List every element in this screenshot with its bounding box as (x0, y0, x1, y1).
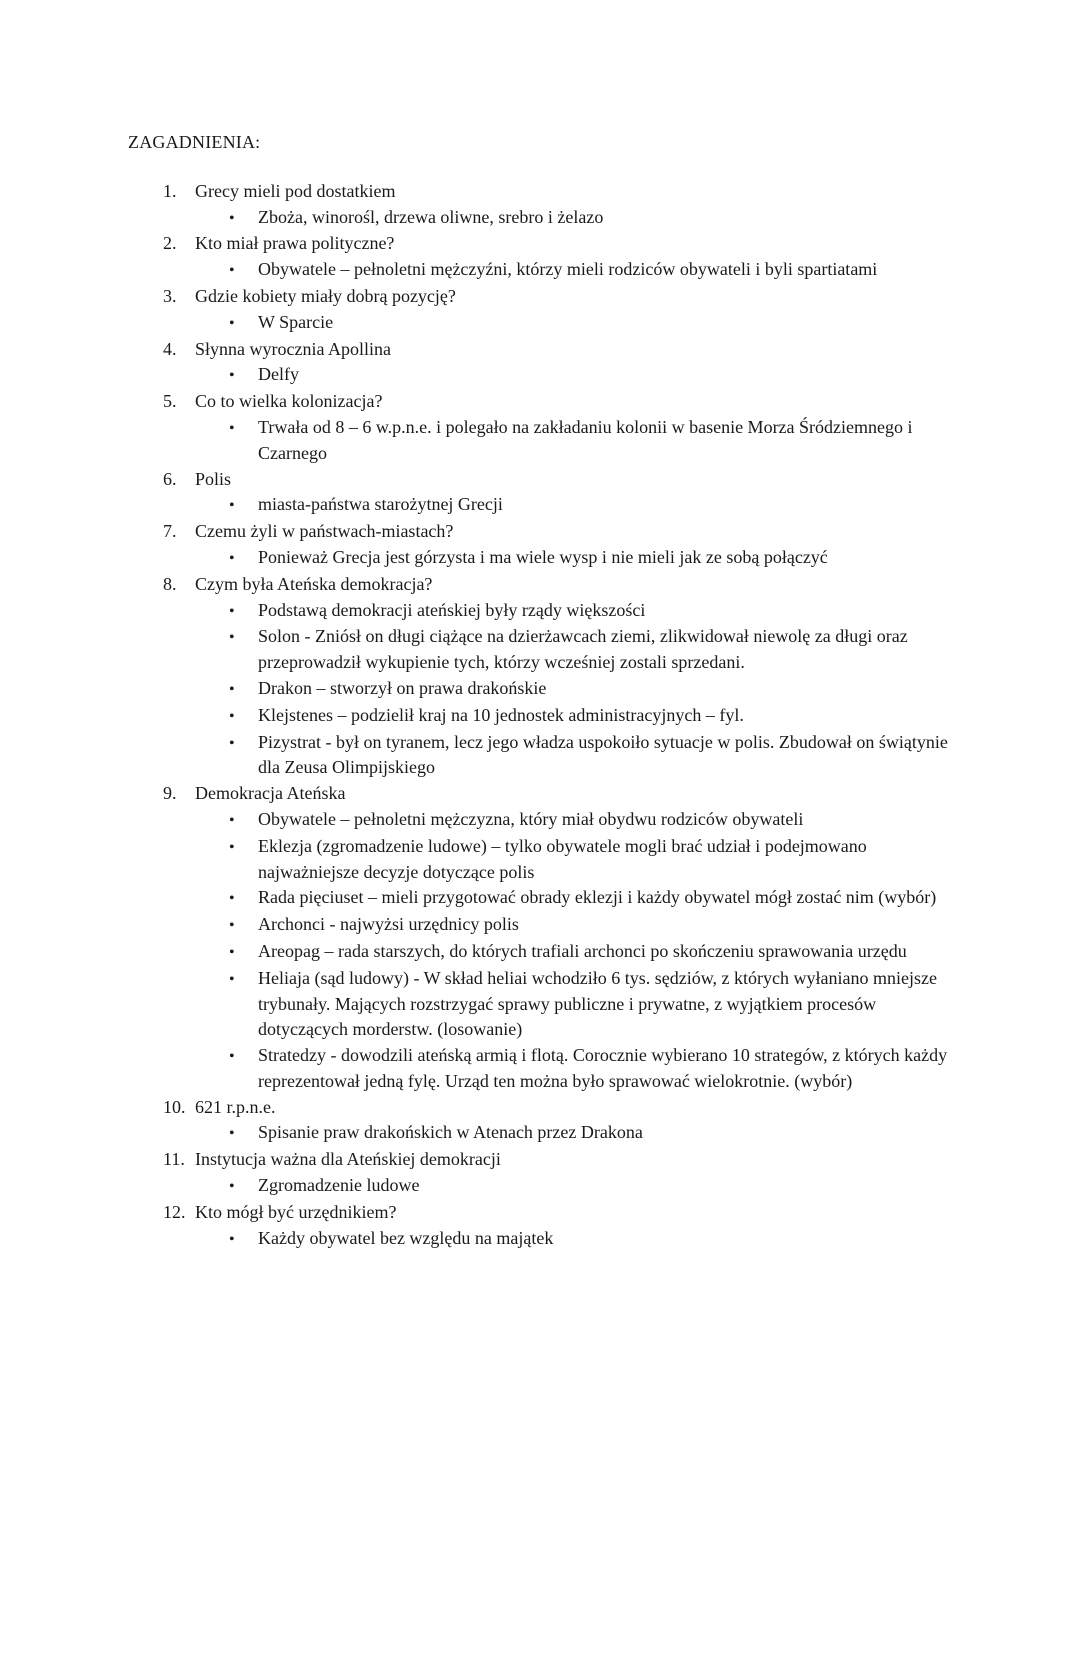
document-page (0, 130, 1080, 1658)
list-item (0, 1200, 1080, 1253)
item-title: Czemu żyli w państwach-miastach? (195, 521, 454, 542)
item-number: 5. (163, 391, 177, 412)
bullet-text: Archonci - najwyżsi urzędnicy polis (258, 914, 519, 935)
bullet-item (0, 1043, 1080, 1095)
bullet-item (0, 362, 1080, 389)
bullet-item (0, 624, 1080, 676)
item-number: 11. (163, 1149, 185, 1170)
item-head (0, 284, 1080, 310)
topic-list (0, 179, 1080, 1253)
item-head (0, 1200, 1080, 1226)
bullet-item (0, 1120, 1080, 1147)
bullet-text: Stratedzy - dowodzili ateńską armią i flotą. Corocznie wybierano 10 strategów, z których każdy reprezentował jedną fylę. Urząd ten można było sprawować wielokrotnie. (wybór) (258, 1045, 948, 1091)
page-title: ZAGADNIENIA: (128, 132, 261, 152)
bullet-icon: • (229, 1178, 235, 1196)
item-title: Kto mógł być urzędnikiem? (195, 1201, 397, 1222)
bullet-item (0, 807, 1080, 834)
item-number: 3. (163, 285, 177, 306)
item-title: Kto miał prawa polityczne? (195, 233, 395, 254)
item-head (0, 231, 1080, 257)
bullet-item (0, 730, 1080, 782)
bullet-icon: • (229, 602, 235, 620)
bullet-text: Heliaja (sąd ludowy) - W skład heliai wchodziło 6 tys. sędziów, z których wyłaniano mniejsze trybunały. Mających rozstrzygać sprawy publiczne i prywatne, z wyjątkiem procesów dotyczących morderstw. (losowanie) (258, 967, 937, 1040)
list-item (0, 1095, 1080, 1148)
bullet-icon: • (229, 680, 235, 698)
bullet-item (0, 885, 1080, 912)
bullet-text: Obywatele – pełnoletni mężczyzna, który miał obydwu rodziców obywateli (258, 808, 804, 829)
bullet-icon: • (229, 734, 235, 752)
bullet-icon: • (229, 419, 235, 437)
item-head (0, 781, 1080, 807)
bullet-item (0, 1173, 1080, 1200)
list-item (0, 572, 1080, 781)
list-item (0, 467, 1080, 520)
bullet-item (0, 310, 1080, 337)
item-head (0, 337, 1080, 363)
list-item (0, 1147, 1080, 1200)
item-title: Gdzie kobiety miały dobrą pozycję? (195, 285, 456, 306)
bullet-icon: • (229, 890, 235, 908)
bullet-text: Pizystrat - był on tyranem, lecz jego władza uspokoiło sytuacje w polis. Zbudował on świątynie dla Zeusa Olimpijskiego (258, 731, 948, 778)
bullet-icon: • (229, 917, 235, 935)
bullet-text: Klejstenes – podzielił kraj na 10 jednostek administracyjnych – fyl. (258, 704, 744, 725)
bullet-item (0, 1226, 1080, 1253)
bullet-icon: • (229, 943, 235, 961)
bullet-text: Zboża, winorośl, drzewa oliwne, srebro i żelazo (258, 206, 604, 227)
bullet-item (0, 939, 1080, 966)
bullet-text: Delfy (258, 364, 299, 385)
list-item (0, 179, 1080, 232)
bullet-item (0, 676, 1080, 703)
list-item (0, 519, 1080, 572)
bullet-text: Zgromadzenie ludowe (258, 1175, 420, 1196)
bullet-text: Rada pięciuset – mieli przygotować obrady eklezji i każdy obywatel mógł zostać nim (wybór) (258, 887, 937, 908)
bullet-item (0, 598, 1080, 625)
bullet-text: W Sparcie (258, 311, 334, 332)
bullet-icon: • (229, 1048, 235, 1066)
item-title: Co to wielka kolonizacja? (195, 391, 383, 412)
item-title: Polis (195, 468, 232, 489)
bullet-item (0, 703, 1080, 730)
item-head (0, 179, 1080, 205)
item-number: 7. (163, 521, 177, 542)
bullet-icon: • (229, 314, 235, 332)
bullet-text: Eklezja (zgromadzenie ludowe) – tylko obywatele mogli brać udział i podejmowano najważniejsze decyzje dotyczące polis (258, 835, 867, 882)
item-head (0, 389, 1080, 415)
bullet-icon: • (229, 367, 235, 385)
item-title: Słynna wyrocznia Apollina (195, 338, 391, 359)
item-title: 621 r.p.n.e. (195, 1096, 276, 1117)
list-item (0, 781, 1080, 1095)
bullet-text: Drakon – stworzył on prawa drakońskie (258, 677, 547, 698)
item-number: 1. (163, 180, 177, 201)
bullet-icon: • (229, 838, 235, 856)
item-title: Instytucja ważna dla Ateńskiej demokracji (195, 1149, 501, 1170)
bullet-text: Areopag – rada starszych, do których trafiali archonci po skończeniu sprawowania urzędu (258, 940, 907, 961)
bullet-icon: • (229, 970, 235, 988)
bullet-text: Obywatele – pełnoletni mężczyźni, którzy mieli rodziców obywateli i byli spartiatami (258, 259, 878, 280)
bullet-icon: • (229, 1125, 235, 1143)
bullet-text: Trwała od 8 – 6 w.p.n.e. i polegało na zakładaniu kolonii w basenie Morza Śródziemnego i Czarnego (258, 416, 913, 463)
bullet-icon: • (229, 262, 235, 280)
item-number: 9. (163, 783, 177, 804)
list-item (0, 284, 1080, 337)
bullet-text: Solon - Zniósł on długi ciążące na dzierżawcach ziemi, zlikwidował niewolę za długi oraz przeprowadził wykupienie tych, którzy wcześniej zostali sprzedani. (258, 626, 908, 673)
bullet-text: miasta-państwa starożytnej Grecji (258, 494, 503, 515)
list-item (0, 231, 1080, 284)
bullet-item (0, 257, 1080, 284)
bullet-icon: • (229, 549, 235, 567)
item-title: Grecy mieli pod dostatkiem (195, 180, 396, 201)
item-number: 6. (163, 468, 177, 489)
bullet-item (0, 912, 1080, 939)
bullet-item (0, 205, 1080, 232)
item-head (0, 572, 1080, 598)
item-number: 2. (163, 233, 177, 254)
bullet-item (0, 545, 1080, 572)
item-title: Demokracja Ateńska (195, 783, 346, 804)
bullet-item (0, 966, 1080, 1043)
item-number: 12. (163, 1201, 186, 1222)
item-head (0, 519, 1080, 545)
bullet-text: Każdy obywatel bez względu na majątek (258, 1227, 554, 1248)
bullet-item (0, 415, 1080, 467)
list-item (0, 337, 1080, 390)
bullet-icon: • (229, 1230, 235, 1248)
bullet-icon: • (229, 497, 235, 515)
item-head (0, 1147, 1080, 1173)
item-title: Czym była Ateńska demokracja? (195, 573, 433, 594)
item-head (0, 1095, 1080, 1121)
item-head (0, 467, 1080, 493)
bullet-text: Spisanie praw drakońskich w Atenach przez Drakona (258, 1122, 643, 1143)
bullet-item (0, 492, 1080, 519)
bullet-text: Podstawą demokracji ateńskiej były rządy większości (258, 599, 646, 620)
item-number: 10. (163, 1096, 186, 1117)
bullet-icon: • (229, 707, 235, 725)
bullet-text: Ponieważ Grecja jest górzysta i ma wiele wysp i nie mieli jak ze sobą połączyć (258, 546, 828, 567)
bullet-icon: • (229, 209, 235, 227)
bullet-icon: • (229, 629, 235, 647)
item-number: 8. (163, 573, 177, 594)
bullet-icon: • (229, 811, 235, 829)
item-number: 4. (163, 338, 177, 359)
bullet-item (0, 834, 1080, 886)
list-item (0, 389, 1080, 466)
